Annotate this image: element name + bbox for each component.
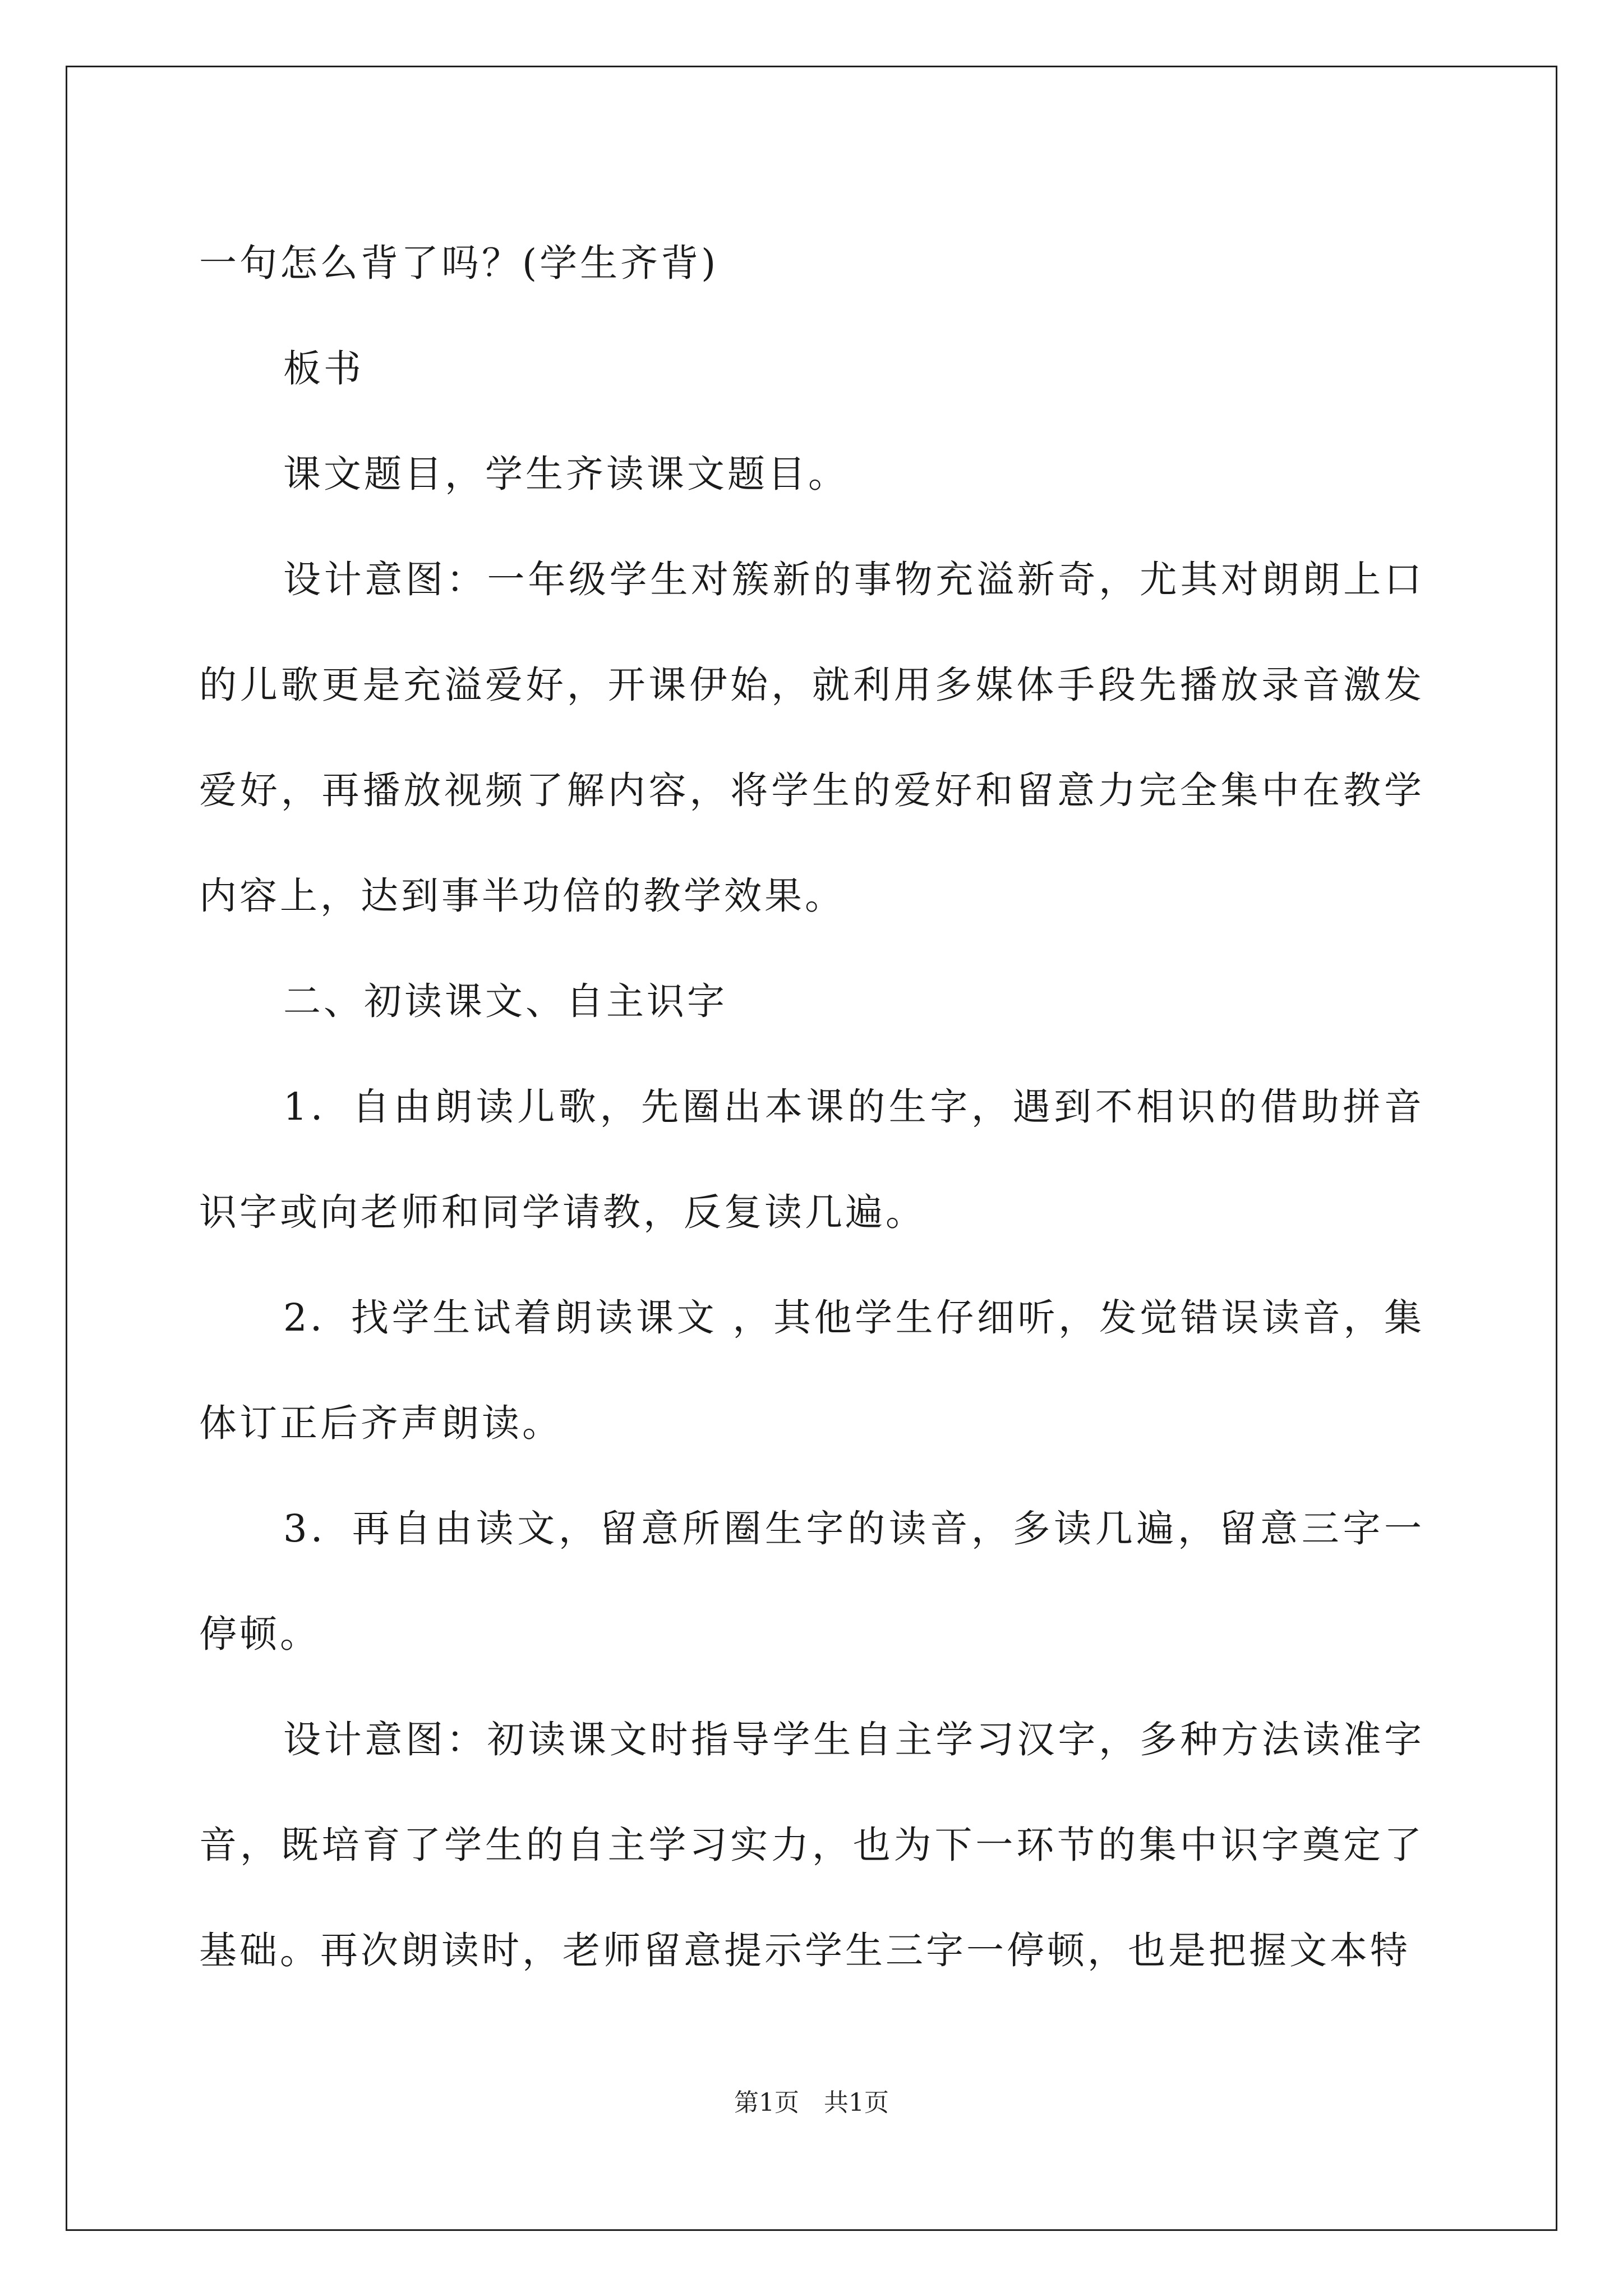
- paragraph-4: 设计意图：一年级学生对簇新的事物充溢新奇，尤其对朗朗上口的儿歌更是充溢爱好，开课伊始，就利用多媒体手段先播放录音激发爱好，再播放视频了解内容，将学生的爱好和留意力完全集中在教学内容上，达到事半功倍的教学效果。: [199, 558, 1424, 918]
- paragraph-6: 1．自由朗读儿歌，先圈出本课的生字，遇到不相识的借助拼音识字或向老师和同学请教，反复读几遍。: [199, 1085, 1424, 1234]
- paragraph-5: 二、初读课文、自主识字: [283, 979, 727, 1023]
- page-footer: 第1页 共1页: [734, 2088, 889, 2117]
- document-body: [199, 210, 1424, 2003]
- paragraph-1: 一句怎么背了吗？(学生齐背): [199, 241, 719, 285]
- paragraph-7: 2．找学生试着朗读课文 ，其他学生仔细听，发觉错误读音，集体订正后齐声朗读。: [199, 1296, 1424, 1445]
- paragraph-3: 课文题目，学生齐读课文题目。: [283, 452, 849, 496]
- paragraph-9: 设计意图：初读课文时指导学生自主学习汉字，多种方法读准字音，既培育了学生的自主学习实力，也为下一环节的集中识字奠定了基础。再次朗读时，老师留意提示学生三字一停顿，也是把握文本特: [199, 1718, 1424, 1972]
- paragraph-2: 板书: [283, 347, 364, 390]
- paragraph-8: 3．再自由读文，留意所圈生字的读音，多读几遍，留意三字一停顿。: [199, 1507, 1424, 1656]
